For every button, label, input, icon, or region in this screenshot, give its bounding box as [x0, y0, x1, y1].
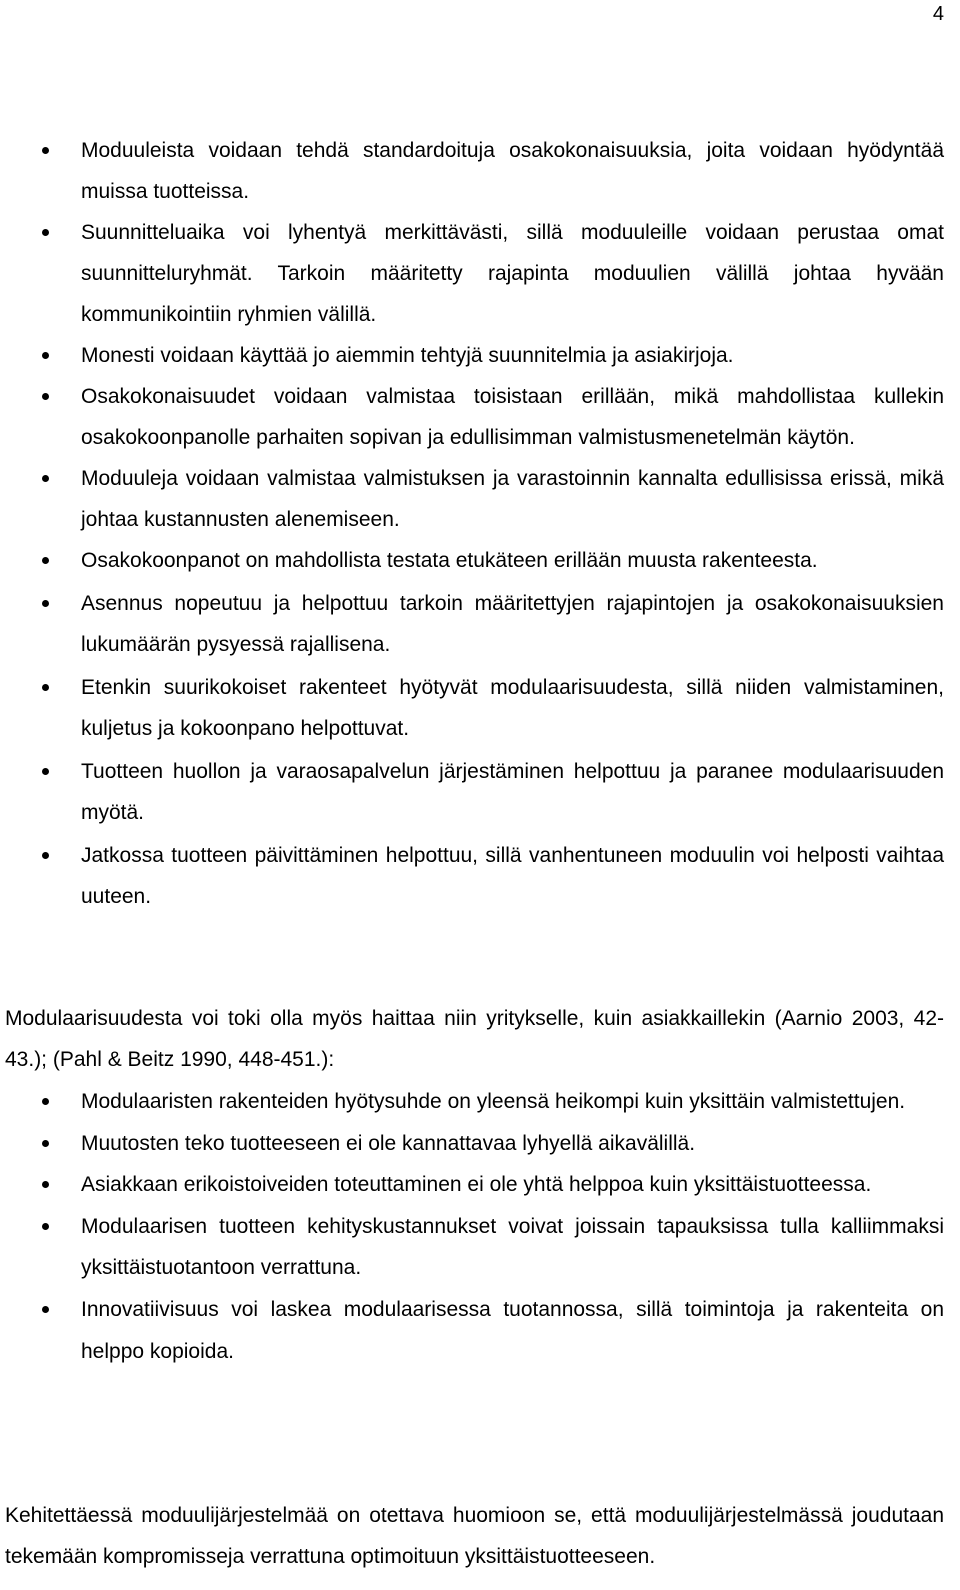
list-item: Innovatiivisuus voi laskea modulaarisessa tuotannossa, sillä toimintoja ja rakenteita on helppo kopioida. — [0, 1289, 960, 1372]
bullet-icon — [42, 1223, 49, 1230]
list-item: Jatkossa tuotteen päivittäminen helpottuu, sillä vanhentuneen moduulin voi helposti vaihtaa uuteen. — [0, 835, 960, 917]
bullet-icon — [42, 475, 49, 482]
bullet-icon — [42, 768, 49, 775]
bullet-icon — [42, 852, 49, 859]
paragraph: Modulaarisuudesta voi toki olla myös haittaa niin yritykselle, kuin asiakkaillekin (Aarnio 2003, 42- 43.); (Pahl & Beitz 1990, 448-451.): — [5, 1007, 944, 1071]
bullet-icon — [42, 352, 49, 359]
list-item: Suunnitteluaika voi lyhentyä merkittävästi, sillä moduuleille voidaan perustaa omat suunnitteluryhmät. Tarkoin määritetty rajapinta moduulien välillä johtaa hyvään kommunikointiin ryhmien välillä. — [0, 212, 960, 335]
bullet-icon — [42, 147, 49, 154]
paragraph: Kehitettäessä moduulijärjestelmää on otettava huomioon se, että moduulijärjestelmässä joudutaan tekemään kompromisseja verrattuna optimoituun yksittäistuotteeseen. — [5, 1504, 944, 1568]
list-item: Asiakkaan erikoistoiveiden toteuttaminen ei ole yhtä helppoa kuin yksittäistuotteessa. — [0, 1164, 960, 1206]
bullet-icon — [42, 600, 49, 607]
list-item: Monesti voidaan käyttää jo aiemmin tehtyjä suunnitelmia ja asiakirjoja. — [0, 335, 960, 376]
list-item: Osakokoonpanot on mahdollista testata etukäteen erillään muusta rakenteesta. — [0, 540, 960, 581]
bullet-icon — [42, 229, 49, 236]
list-item: Osakokonaisuudet voidaan valmistaa toisistaan erillään, mikä mahdollistaa kullekin osakokoonpanolle parhaiten sopivan ja edullisimman valmistusmenetelmän käytön. — [0, 376, 960, 458]
list-item: Tuotteen huollon ja varaosapalvelun järjestäminen helpottuu ja paranee modulaarisuuden myötä. — [0, 751, 960, 833]
advantages-list — [0, 130, 960, 917]
list-item: Moduuleja voidaan valmistaa valmistuksen ja varastoinnin kannalta edullisissa erissä, mikä johtaa kustannusten alenemiseen. — [0, 458, 960, 540]
list-item: Muutosten teko tuotteeseen ei ole kannattavaa lyhyellä aikavälillä. — [0, 1123, 960, 1165]
list-item: Moduuleista voidaan tehdä standardoituja osakokonaisuuksia, joita voidaan hyödyntää muissa tuotteissa. — [0, 130, 960, 212]
list-item: Modulaaristen rakenteiden hyötysuhde on yleensä heikompi kuin yksittäin valmistettujen. — [0, 1081, 960, 1123]
list-item: Etenkin suurikokoiset rakenteet hyötyvät modulaarisuudesta, sillä niiden valmistaminen, kuljetus ja kokoonpano helpottuvat. — [0, 667, 960, 749]
bullet-icon — [42, 557, 49, 564]
bullet-icon — [42, 1306, 49, 1313]
bullet-icon — [42, 684, 49, 691]
bullet-icon — [42, 1098, 49, 1105]
list-item: Asennus nopeutuu ja helpottuu tarkoin määritettyjen rajapintojen ja osakokonaisuuksien lukumäärän pysyessä rajallisena. — [0, 583, 960, 665]
bullet-icon — [42, 1140, 49, 1147]
bullet-icon — [42, 393, 49, 400]
disadvantages-list — [0, 1081, 960, 1372]
bullet-icon — [42, 1181, 49, 1188]
page-number: 4 — [932, 3, 944, 25]
list-item: Modulaarisen tuotteen kehityskustannukset voivat joissain tapauksissa tulla kalliimmaksi yksittäistuotantoon verrattuna. — [0, 1206, 960, 1289]
